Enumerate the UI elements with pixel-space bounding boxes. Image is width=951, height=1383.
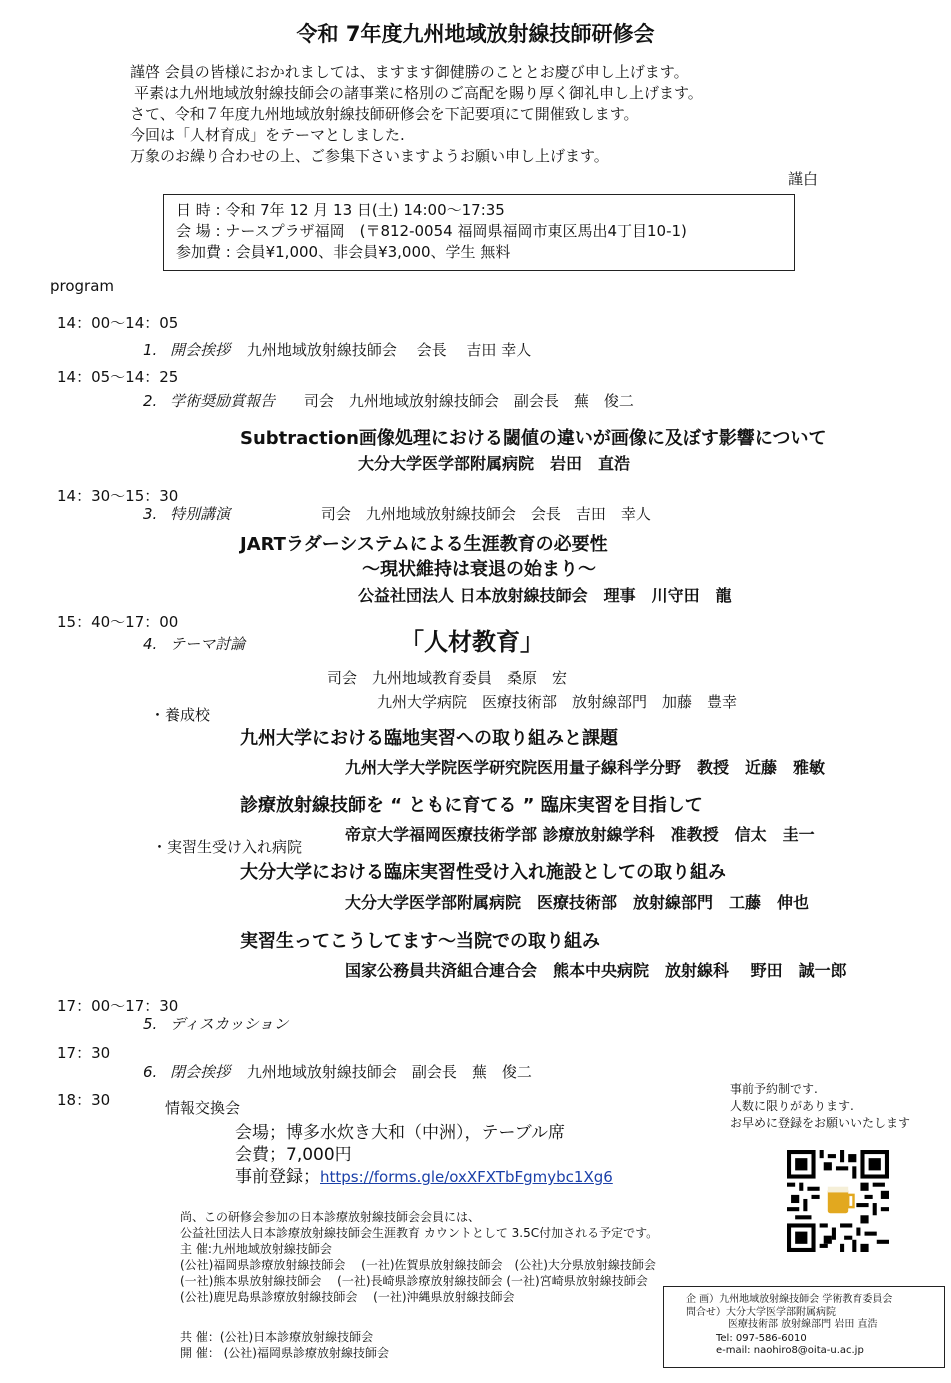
talk-subtitle: ～現状維持は衰退の始まり～	[362, 559, 596, 580]
party-title: 情報交換会	[165, 1099, 241, 1117]
program-item: 1. 開会挨拶 九州地域放射線技師会 会長 吉田 幸人	[143, 341, 532, 359]
party-registration: 事前登録；https://forms.gle/oxXFXTbFgmybc1Xg6	[235, 1167, 613, 1187]
item-title: 特別講演	[170, 505, 231, 523]
event-datetime: 日 時 : 令和 7年 12 月 13 日(土) 14:00～17:35	[176, 201, 505, 219]
time-slot: 17：00～17：30	[57, 997, 179, 1015]
program-item: 3. 特別講演 司会 九州地域放射線技師会 会長 吉田 幸人	[143, 505, 651, 523]
event-venue: 会 場 : ナースプラザ福岡 (〒812-0054 福岡県福岡市東区馬出4丁目10-1)	[176, 222, 687, 240]
party-venue: 会場；博多水炊き大和（中洲），テーブル席	[235, 1123, 565, 1143]
talk-title: 実習生ってこうしてます～当院での取り組み	[240, 931, 600, 952]
item-detail: 九州地域放射線技師会 副会長 蕪 俊二	[246, 1063, 532, 1081]
program-label: program	[50, 277, 115, 295]
item-title: ディスカッション	[170, 1015, 289, 1033]
item-detail: 司会 九州地域放射線技師会 会長 吉田 幸人	[320, 505, 651, 523]
footer-host: 開 催： (公社)福岡県診療放射線技師会	[180, 1346, 389, 1360]
greeting-line: さて、令和７年度九州地域放射線技師研修会を下記要項にて開催致します。	[130, 105, 639, 123]
program-item: 6. 閉会挨拶 九州地域放射線技師会 副会長 蕪 俊二	[143, 1063, 532, 1081]
page-title: 令和 7年度九州地域放射線技師研修会	[296, 22, 655, 46]
talk-title: JARTラダーシステムによる生涯教育の必要性	[240, 534, 608, 555]
party-fee: 会費；7,000円	[235, 1145, 352, 1165]
talk-affiliation: 帝京大学福岡医療技術学部 診療放射線学科 准教授 信太 圭一	[345, 825, 815, 844]
item-title: 学術奨励賞報告	[170, 392, 276, 410]
footer-cosponsor: 共 催：(公社)日本診療放射線技師会	[180, 1330, 374, 1344]
section-label: ・養成校	[150, 706, 211, 724]
contact-line: Tel: 097-586-6010	[716, 1333, 807, 1344]
time-slot: 17：30	[57, 1044, 111, 1062]
talk-affiliation: 大分大学医学部附属病院 医療技術部 放射線部門 工藤 伸也	[345, 893, 810, 912]
contact-box	[663, 1286, 945, 1368]
footer-notes: 尚、この研修会参加の日本診療放射線技師会会員には、 公益社団法人日本診療放射線技師会生涯教育 カウントとして 3.5C付加される予定です。 主 催:九州地域放射線技師会 (公社)福岡県診療放射線技師会 (一社)佐賀県放射線技師会 (公社)大分県放射線技師会 (一社)熊本県放射線技師会 (一社)長崎県診療放射線技師会 (一社)宮崎県放射線技師会 (公社)鹿児島県診療放射線技師会 (一社)沖縄県放射線技師会	[180, 1210, 659, 1304]
time-slot: 14：05～14：25	[57, 368, 179, 386]
time-slot: 15：40～17：00	[57, 613, 179, 631]
section-label: ・実習生受け入れ病院	[152, 838, 303, 856]
program-item: 4. テーマ討論	[143, 635, 246, 653]
notice: 事前予約制です. 人数に限りがあります. お早めに登録をお願いいたします	[730, 1082, 911, 1130]
talk-affiliation: 国家公務員共済組合連合会 熊本中央病院 放射線科 野田 誠一郎	[345, 961, 847, 980]
contact-line: 問合せ）大分大学医学部附属病院	[686, 1307, 836, 1318]
greeting-line: 万象のお繰り合わせの上、ご参集下さいますようお願い申し上げます。	[130, 147, 609, 165]
talk-affiliation: 公益社団法人 日本放射線技師会 理事 川守田 龍	[358, 586, 732, 605]
item-title: 開会挨拶	[170, 341, 231, 359]
talk-title: 診療放射線技師を “ ともに育てる ” 臨床実習を目指して	[240, 795, 703, 816]
talk-title: 九州大学における臨地実習への取り組みと課題	[240, 728, 618, 749]
item-detail: 司会 九州地域放射線技師会 副会長 蕪 俊二	[303, 392, 634, 410]
registration-link[interactable]: https://forms.gle/oxXFXTbFgmybc1Xg6	[320, 1168, 613, 1186]
contact-email[interactable]: e-mail: naohiro8@oita-u.ac.jp	[716, 1345, 864, 1356]
talk-affiliation: 九州大学大学院医学研究院医用量子線科学分野 教授 近藤 雅敏	[345, 758, 826, 777]
greeting	[130, 62, 703, 167]
time-slot: 14：30～15：30	[57, 487, 179, 505]
time-slot: 14：00～14：05	[57, 314, 179, 332]
greeting-line: 謹啓 会員の皆様におかれましては、ますます御健勝のこととお慶び申し上げます。	[130, 63, 689, 81]
talk-affiliation: 大分大学医学部附属病院 岩田 直浩	[358, 454, 631, 473]
talk-title: 大分大学における臨床実習性受け入れ施設としての取り組み	[240, 862, 726, 883]
program-item: 5. ディスカッション	[143, 1015, 289, 1033]
event-fee: 参加費 : 会員¥1,000、非会員¥3,000、学生 無料	[176, 243, 511, 261]
info-box	[163, 194, 795, 271]
qr-code-icon[interactable]	[787, 1150, 889, 1252]
moderator: 九州大学病院 医療技術部 放射線部門 加藤 豊幸	[377, 693, 738, 711]
item-title: 閉会挨拶	[170, 1063, 231, 1081]
talk-title: Subtraction画像処理における閾値の違いが画像に及ぼす影響について	[240, 428, 827, 449]
time-slot: 18：30	[57, 1091, 111, 1109]
item-title: テーマ討論	[170, 635, 246, 653]
greeting-line: 今回は「人材育成」をテーマとしました.	[130, 126, 405, 144]
closing-word: 謹白	[788, 170, 819, 188]
theme-title: 「人材教育」	[400, 628, 544, 656]
item-detail: 九州地域放射線技師会 会長 吉田 幸人	[246, 341, 532, 359]
greeting-line: 平素は九州地域放射線技師会の諸事業に格別のご高配を賜り厚く御礼申し上げます。	[134, 84, 703, 102]
moderator: 司会 九州地域教育委員 桑原 宏	[327, 669, 568, 687]
program-item: 2. 学術奨励賞報告 司会 九州地域放射線技師会 副会長 蕪 俊二	[143, 392, 634, 410]
contact-line: 企 画）九州地域放射線技師会 学術教育委員会	[686, 1294, 893, 1305]
contact-line: 医療技術部 放射線部門 岩田 直浩	[728, 1319, 878, 1330]
